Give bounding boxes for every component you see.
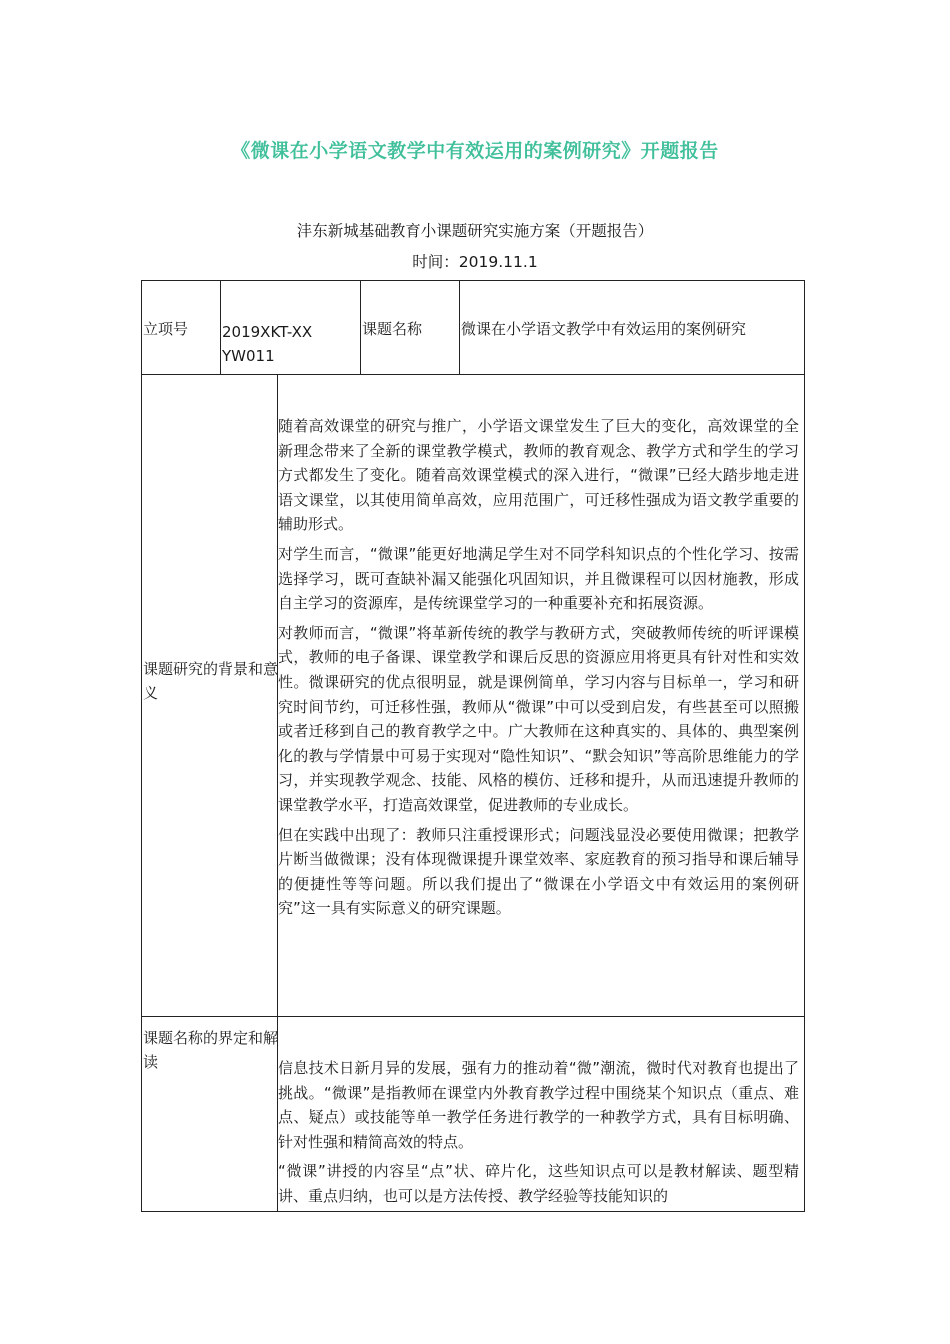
cell-label-name xyxy=(360,280,460,375)
label-definition: 课题名称的界定和解读 xyxy=(143,1029,279,1071)
cell-background-content xyxy=(277,374,805,1017)
cell-definition-content xyxy=(277,1016,805,1212)
project-id-value: 2019XKT-XXYW011 xyxy=(222,323,313,365)
cell-id-value xyxy=(220,280,361,375)
cell-label-definition xyxy=(141,1016,278,1212)
background-paragraph: 对学生而言，“微课”能更好地满足学生对不同学科知识点的个性化学习、按需选择学习，既可查缺补漏又能强化巩固知识，并且微课程可以因材施教，形成自主学习的资源库，是传统课堂学习的一种重要补充和拓展资源。 xyxy=(278,544,799,613)
definition-text xyxy=(278,1056,799,1212)
definition-paragraph: 信息技术日新月异的发展，强有力的推动着“微”潮流，微时代对教育也提出了挑战。“微课”是指教师在课堂内外教育教学过程中围绕某个知识点（重点、难点、疑点）或技能等单一教学任务进行教学的一种教学方式，具有目标明确、针对性强和精简高效的特点。 xyxy=(278,1059,799,1151)
background-paragraph: 但在实践中出现了：教师只注重授课形式；问题浅显没必要使用微课；把教学片断当做微课；没有体现微课提升课堂效率、家庭教育的预习指导和课后辅导的便捷性等等问题。所以我们提出了“微课在小学语文中有效运用的案例研究”这一具有实际意义的研究课题。 xyxy=(278,825,799,918)
label-project-id: 立项号 xyxy=(143,320,189,338)
cell-name-value xyxy=(459,280,805,375)
definition-paragraph: “微课”讲授的内容呈“点”状、碎片化，这些知识点可以是教材解读、题型精讲、重点归纳，也可以是方法传授、教学经验等技能知识的 xyxy=(278,1162,799,1205)
background-paragraph: 随着高效课堂的研究与推广，小学语文课堂发生了巨大的变化，高效课堂的全新理念带来了全新的课堂教学模式，教师的教育观念、教学方式和学生的学习方式都发生了变化。随着高效课堂模式的深入进行，“微课”已经大踏步地走进语文课堂，以其使用简单高效，应用范围广，可迁移性强成为语文教学重要的辅助形式。 xyxy=(278,417,799,534)
report-subtitle: 沣东新城基础教育小课题研究实施方案（开题报告） xyxy=(296,222,654,240)
cell-label-background xyxy=(141,374,278,1017)
label-background: 课题研究的背景和意义 xyxy=(143,660,279,702)
background-paragraph: 对教师而言，“微课”将革新传统的教学与教研方式，突破教师传统的听评课模式，教师的电子备课、课堂教学和课后反思的资源应用将更具有针对性和实效性。微课研究的优点很明显，就是课例简单，学习内容与目标单一，学习和研究时间节约，可迁移性强，教师从“微课”中可以受到启发，有些甚至可以照搬或者迁移到自己的教育教学之中。广大教师在这种真实的、具体的、典型案例化的教与学情景中可易于实现对“隐性知识”、“默会知识”等高阶思维能力的学习，并实现教学观念、技能、风格的模仿、迁移和提升，从而迅速提升教师的课堂教学水平，打造高效课堂，促进教师的专业成长。 xyxy=(278,623,799,814)
report-date: 时间：2019.11.1 xyxy=(412,253,538,271)
cell-label-id xyxy=(141,280,221,375)
project-name-value: 微课在小学语文教学中有效运用的案例研究 xyxy=(461,320,747,338)
background-text xyxy=(278,414,799,926)
report-title: 《微课在小学语文教学中有效运用的案例研究》开题报告 xyxy=(231,140,719,162)
label-project-name: 课题名称 xyxy=(362,320,423,338)
